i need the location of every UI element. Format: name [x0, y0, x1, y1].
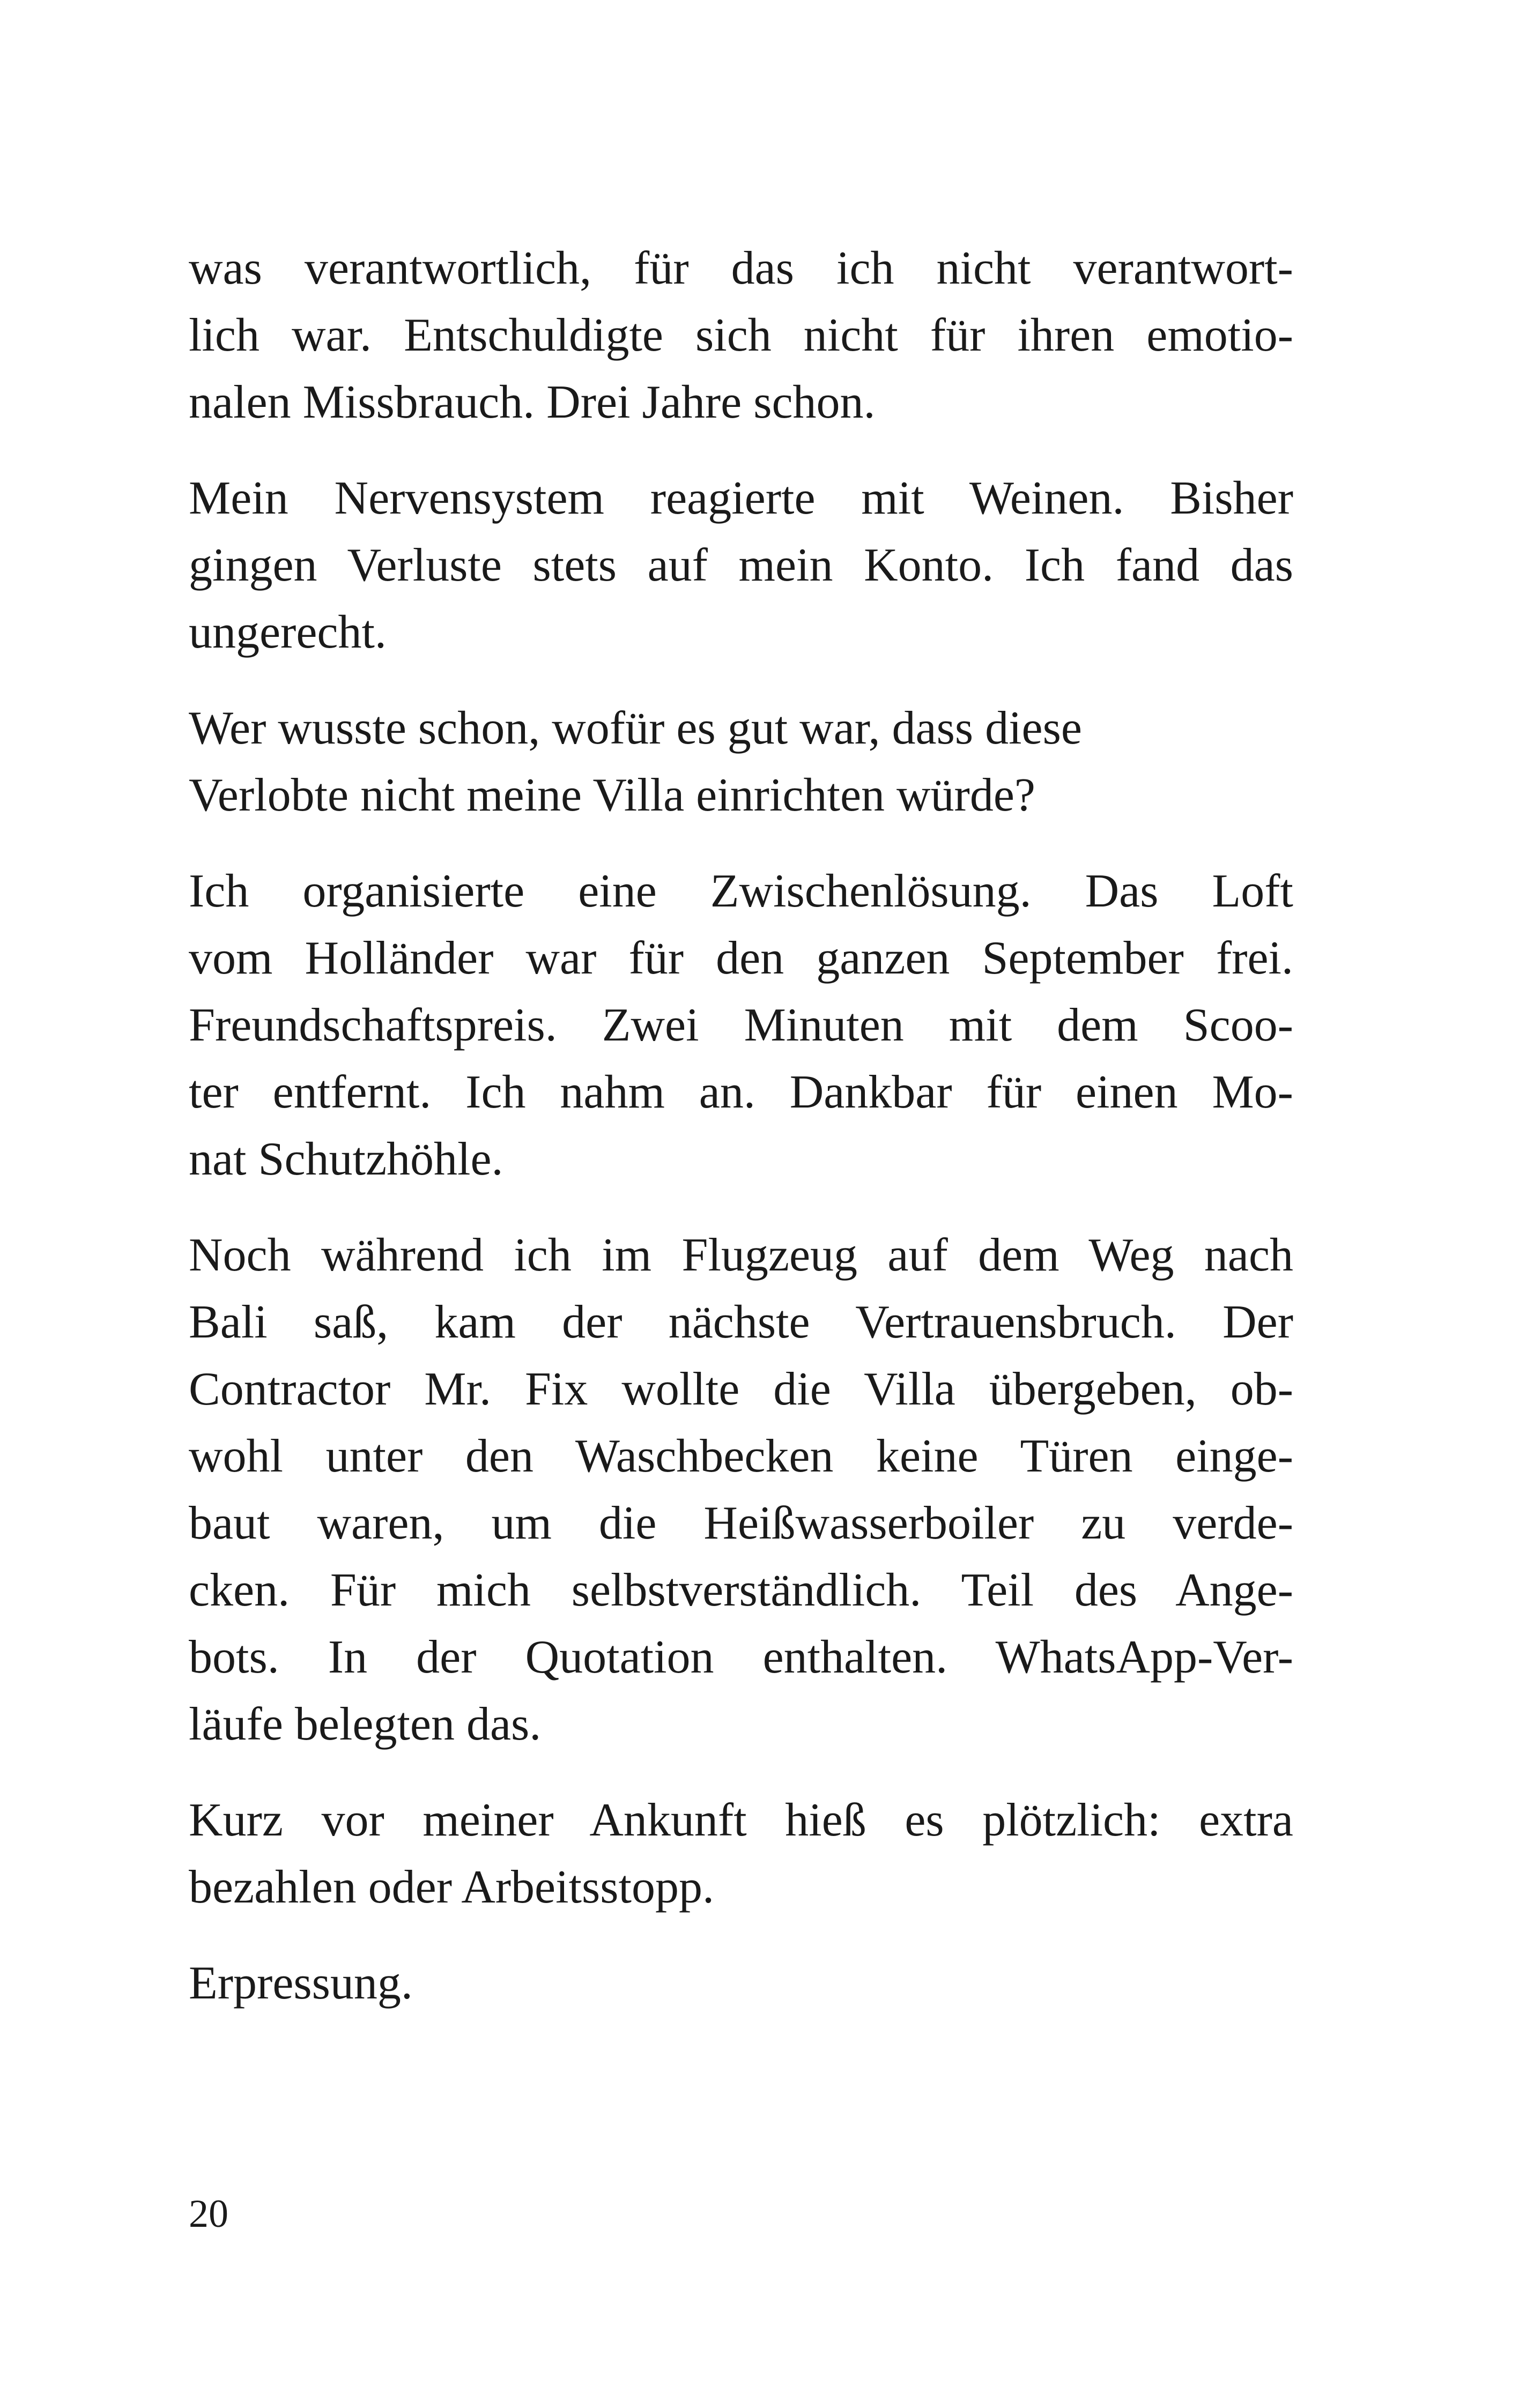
text-line: Verlobte nicht meine Villa einrichten würde?	[189, 769, 1035, 821]
text-line: was verantwortlich, für das ich nicht verantwort-	[189, 242, 1293, 294]
text-line: Contractor Mr. Fix wollte die Villa übergeben, ob-	[189, 1363, 1293, 1415]
paragraph-7	[189, 1950, 1293, 2017]
text-line: Noch während ich im Flugzeug auf dem Weg nach	[189, 1229, 1293, 1281]
text-line: Ich organisierte eine Zwischenlösung. Das Loft	[189, 865, 1293, 917]
paragraph-6	[189, 1787, 1293, 1921]
paragraph-4	[189, 858, 1293, 1193]
text-line: nalen Missbrauch. Drei Jahre schon.	[189, 376, 876, 428]
text-line: bezahlen oder Arbeitsstopp.	[189, 1861, 714, 1913]
text-line: Wer wusste schon, wofür es gut war, dass diese	[189, 702, 1082, 754]
text-line: gingen Verluste stets auf mein Konto. Ich fand das	[189, 539, 1293, 591]
paragraph-3	[189, 695, 1293, 829]
text-line: bots. In der Quotation enthalten. WhatsApp-Ver-	[189, 1631, 1293, 1683]
text-line: baut waren, um die Heißwasserboiler zu verde-	[189, 1497, 1293, 1549]
text-line: cken. Für mich selbstverständlich. Teil des Ange-	[189, 1564, 1293, 1616]
text-line: wohl unter den Waschbecken keine Türen einge-	[189, 1430, 1293, 1482]
text-line: Kurz vor meiner Ankunft hieß es plötzlich: extra	[189, 1794, 1293, 1846]
text-line: Freundschaftspreis. Zwei Minuten mit dem Scoo-	[189, 999, 1293, 1051]
text-line: ungerecht.	[189, 606, 387, 658]
paragraph-2	[189, 465, 1293, 666]
paragraph-1	[189, 235, 1293, 436]
text-line: läufe belegten das.	[189, 1698, 542, 1750]
text-line: Erpressung.	[189, 1957, 413, 2009]
text-line: ter entfernt. Ich nahm an. Dankbar für einen Mo-	[189, 1066, 1293, 1118]
text-line: lich war. Entschuldigte sich nicht für ihren emotio-	[189, 309, 1293, 361]
text-line: Mein Nervensystem reagierte mit Weinen. Bisher	[189, 472, 1293, 524]
text-line: vom Holländer war für den ganzen September frei.	[189, 932, 1293, 984]
body-text	[189, 235, 1293, 2046]
paragraph-5	[189, 1222, 1293, 1758]
text-line: Bali saß, kam der nächste Vertrauensbruch. Der	[189, 1296, 1293, 1348]
page-number: 20	[189, 2192, 228, 2236]
text-line: nat Schutzhöhle.	[189, 1133, 503, 1185]
